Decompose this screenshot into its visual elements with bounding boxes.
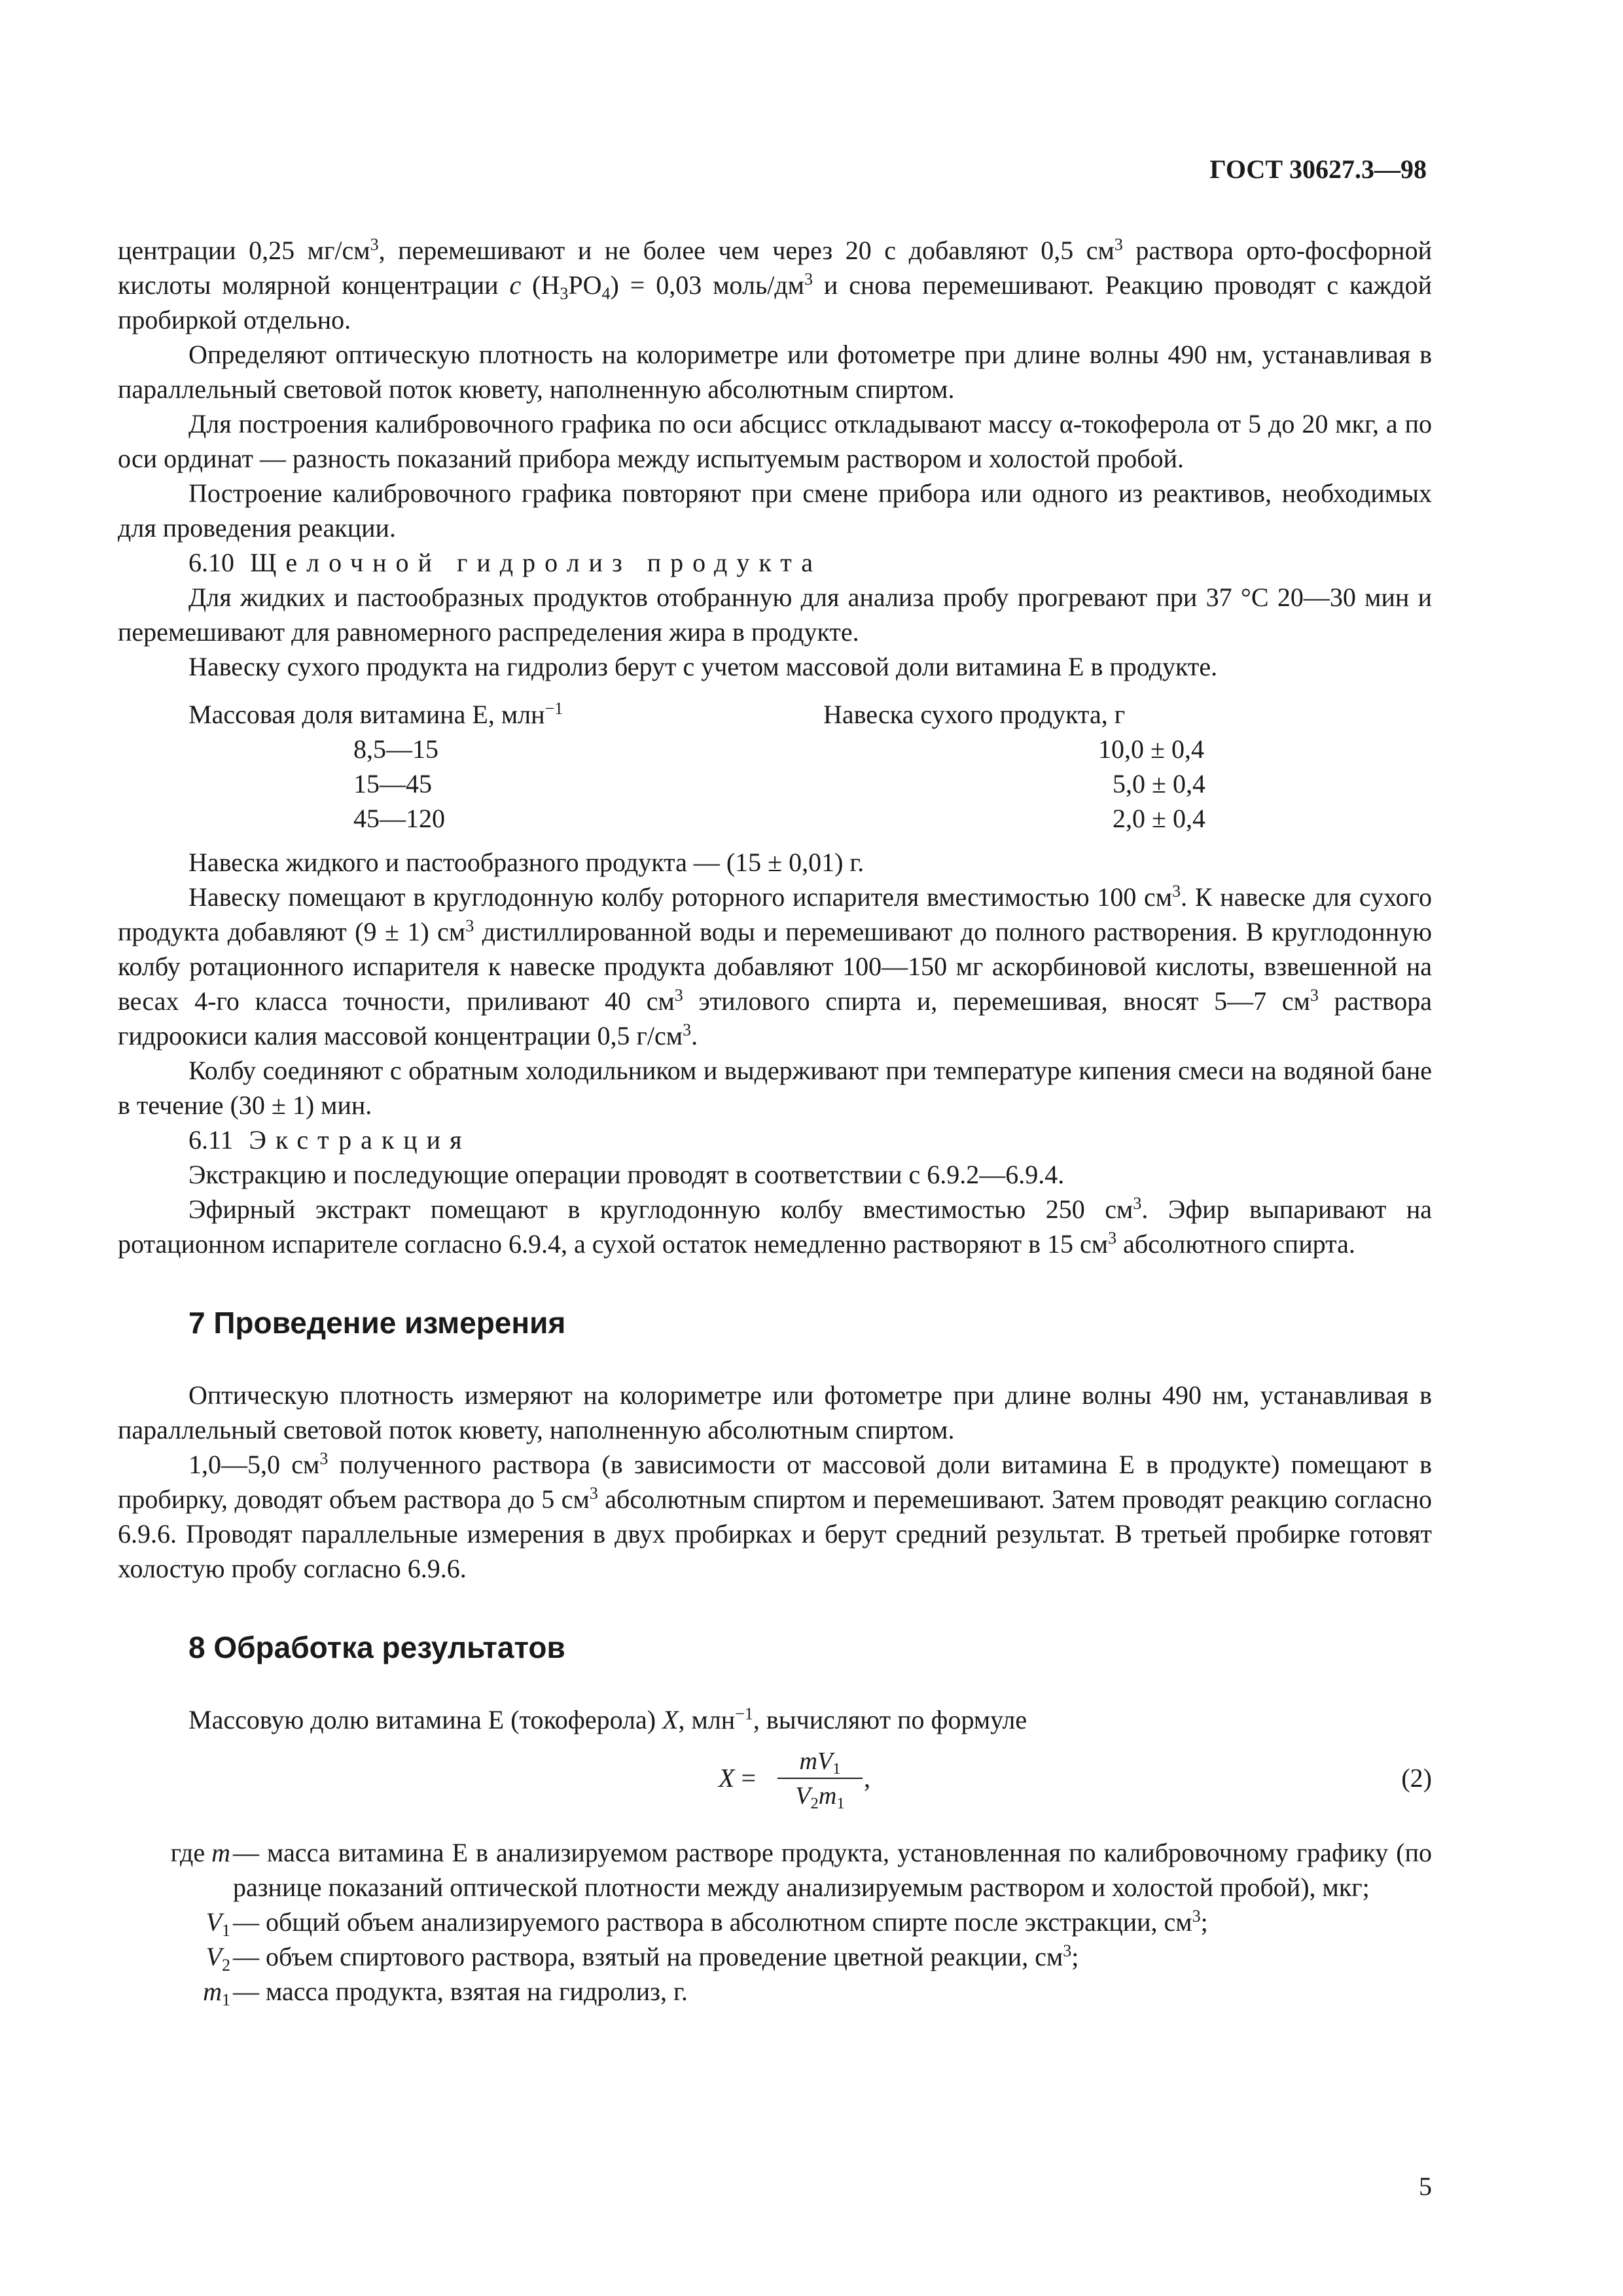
legend-item: $V_1$ — общий объем анализируемого раствора в абсолютном спирте после экстракции, $см^3$; — [205, 1906, 1208, 1940]
section-8-heading: 8 Обработка результатов — [188, 1630, 565, 1664]
formula-legend — [118, 1835, 1432, 2009]
table-row: 15—45 5,0 ± 0,4 — [353, 769, 1205, 798]
formula-denominator: $V_2m_1$ — [795, 1782, 845, 1813]
page-content — [118, 233, 1432, 2009]
standard-header: ГОСТ 30627.3—98 — [1209, 154, 1427, 184]
legend-item: $m_1$ — масса продукта, взятая на гидролиз, г. — [203, 1977, 688, 2009]
paragraph-ether-extract: Эфирный экстракт помещают в круглодонную колбу вместимостью 250 $см^3$. Эфир выпаривают на ротационном испарителе согласно 6.9.4, а сухой остаток немедленно растворяют в 15 $см^3$ абсолютного спирта. — [118, 1193, 1432, 1259]
section-7-heading: 7 Проведение измерения — [188, 1306, 566, 1340]
page-number: 5 — [1419, 2172, 1432, 2201]
legend-item: $V_2$ — объем спиртового раствора, взятый на проведение цветной реакции, $см^3$; — [205, 1941, 1079, 1975]
paragraph-dry-sample: Навеску сухого продукта на гидролиз берут с учетом массовой доли витамина Е в продукте. — [188, 652, 1218, 681]
formula-numerator: $mV_1$ — [777, 1745, 863, 1779]
paragraph-continuation: центрации 0,25 $мг/см^3$, перемешивают и не более чем через 20 с добавляют 0,5 $см^3$ раствора орто-фосфорной кислоты молярной концентрации c $(H_3PO_4) = 0,03$ моль/$дм^3$ и снова перемешивают. Реакцию проводят с каждой пробиркой отдельно. — [118, 234, 1433, 334]
formula-2: X = $\frac{mV_1}{V_2m_1}$ , (2) — [118, 1745, 1432, 1823]
legend-item: где m — масса витамина Е в анализируемом растворе продукта, установленная по калибровочному графику (по разнице показаний оптической плотности между анализируемым раствором и холостой пробой), мкг; — [170, 1838, 1432, 1902]
paragraph-calibration-repeat: Построение калибровочного графика повторяют при смене прибора или одного из реактивов, необходимых для проведения реакции. — [118, 478, 1432, 543]
subsection-6-10-heading: 6.10 Щелочной гидролиз продукта — [188, 548, 822, 577]
paragraph-liquid-sample: Навеска жидкого и пастообразного продукта — (15 ± 0,01) г. — [188, 848, 865, 877]
equation-number: (2) — [1401, 1763, 1432, 1793]
formula-lhs: X = — [719, 1763, 756, 1793]
paragraph-optical-density: Определяют оптическую плотность на колориметре или фотометре при длине волны 490 нм, устанавливая в параллельный световой поток кювету, наполненную абсолютным спиртом. — [118, 340, 1432, 404]
subsection-6-11-heading: 6.11 Экстракция — [188, 1125, 471, 1155]
paragraph-calibration-axes: Для построения калибровочного графика по оси абсцисс откладывают массу α-токоферола от 5 до 20 мкг, а по оси ординат — разность показаний прибора между испытуемым раствором и холостой пробой. — [118, 409, 1432, 473]
paragraph-formula-intro: Массовую долю витамина Е (токоферола) X, млн$^{-1}$, вычисляют по формуле — [188, 1704, 1027, 1734]
sample-mass-table — [118, 697, 1432, 836]
table-header-sample-weight: Навеска сухого продукта, г — [823, 700, 1126, 729]
paragraph-reflux: Колбу соединяют с обратным холодильником и выдерживают при температуре кипения смеси на водяной бане в течение (30 ± 1) мин. — [118, 1056, 1432, 1120]
paragraph-measurement: Оптическую плотность измеряют на колориметре или фотометре при длине волны 490 нм, устанавливая в параллельный световой поток кювету, наполненную абсолютным спиртом. — [118, 1380, 1432, 1444]
formula-fraction — [777, 1745, 863, 1813]
paragraph-flask-procedure: Навеску помещают в круглодонную колбу роторного испарителя вместимостью 100 $см^3$. К навеске для сухого продукта добавляют (9 ± 1) $см^3$ дистиллированной воды и перемешивают до полного растворения. В круглодонную колбу ротационного испарителя к навеске продукта добавляют 100—150 мг аскорбиновой кислоты, взвешенной на весах 4-го класса точности, приливают 40 $см^3$ этилового спирта и, перемешивая, вносят 5—7 $см^3$ раствора гидроокиси калия массовой концентрации 0,5 $г/см^3$. — [118, 881, 1433, 1050]
table-row: 45—120 2,0 ± 0,4 — [353, 804, 1205, 833]
table-header-row — [118, 697, 1432, 732]
paragraph-measurement-procedure: 1,0—5,0 $см^3$ полученного раствора (в зависимости от массовой доли витамина Е в продукте) помещают в пробирку, доводят объем раствора до 5 $см^3$ абсолютным спиртом и перемешивают. Затем проводят реакцию согласно 6.9.6. Проводят параллельные измерения в двух пробирках и берут средний результат. В третьей пробирке готовят холостую пробу согласно 6.9.6. — [118, 1448, 1432, 1583]
table-row: 8,5—15 10,0 ± 0,4 — [353, 734, 1204, 764]
paragraph-extraction: Экстракцию и последующие операции проводят в соответствии с 6.9.2—6.9.4. — [188, 1160, 1065, 1189]
table-header-mass-fraction: Массовая доля витамина Е, млн$^{-1}$ — [188, 698, 563, 729]
paragraph-liquid-products: Для жидких и пастообразных продуктов отобранную для анализа пробу прогревают при 37 °С 20—30 мин и перемешивают для равномерного распределения жира в продукте. — [118, 583, 1432, 647]
